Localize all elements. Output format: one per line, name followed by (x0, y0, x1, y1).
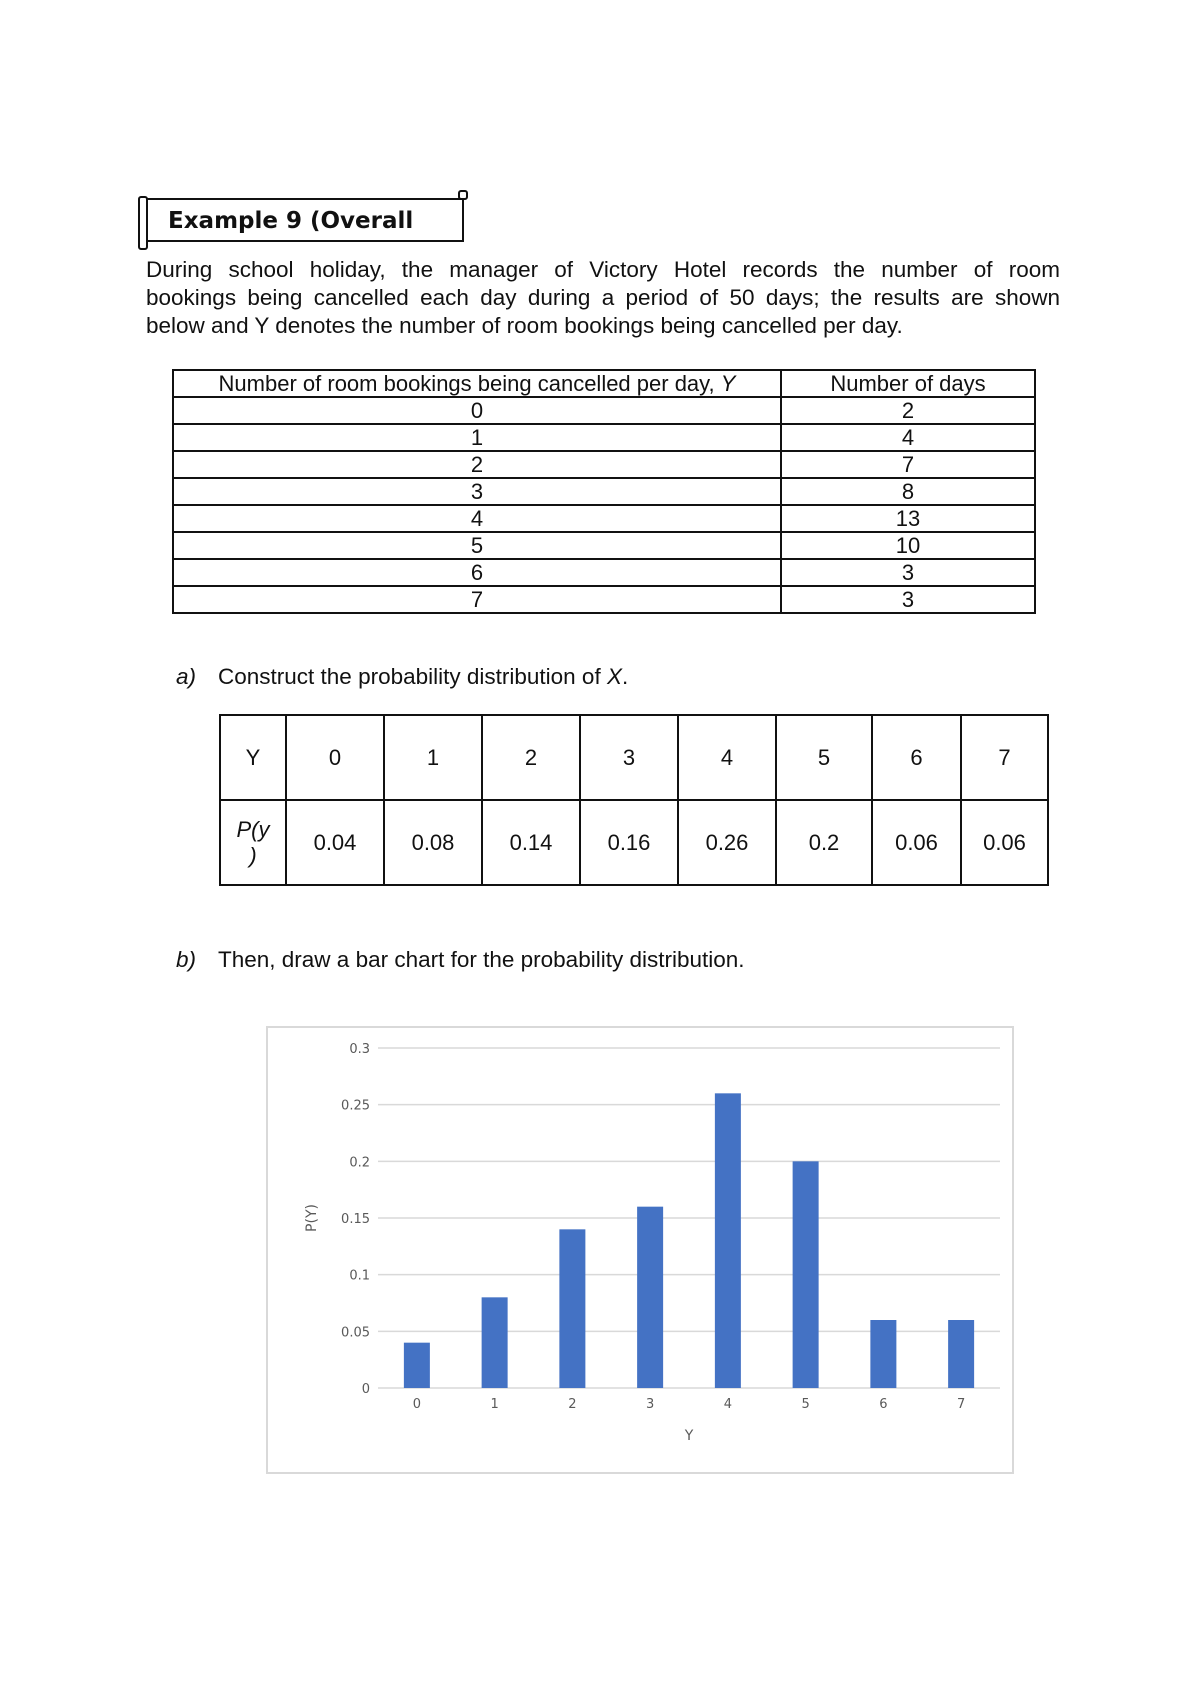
y-tick-label: 0.1 (349, 1268, 370, 1284)
x-tick-label: 6 (879, 1397, 888, 1412)
y-tick-label: 0.15 (341, 1212, 370, 1227)
bar-chart (266, 1026, 1014, 1474)
bar (948, 1320, 974, 1388)
cell-y: 4 (173, 505, 781, 532)
frequency-table-header (173, 370, 1035, 397)
table-row (173, 532, 1035, 559)
header-bookings (173, 370, 781, 397)
prob-header-p-line2: ) (249, 842, 257, 868)
bar (482, 1297, 508, 1388)
prob-p-cell: 0.04 (286, 800, 384, 885)
prob-p-cell: 0.06 (961, 800, 1048, 885)
x-tick-label: 3 (645, 1397, 655, 1412)
question-a (176, 664, 628, 690)
prob-p-cell: 0.14 (482, 800, 580, 885)
bar (404, 1343, 430, 1388)
prob-y-cell: 1 (384, 715, 482, 800)
frequency-table (172, 369, 1036, 614)
table-row (173, 559, 1035, 586)
cell-days: 3 (781, 559, 1035, 586)
table-row (173, 397, 1035, 424)
cell-y: 5 (173, 532, 781, 559)
prob-p-cell: 0.16 (580, 800, 678, 885)
y-tick-label: 0 (361, 1382, 370, 1397)
prob-p-cell: 0.08 (384, 800, 482, 885)
prob-y-cell: 4 (678, 715, 776, 800)
question-a-end: . (621, 664, 629, 689)
table-row (173, 586, 1035, 613)
question-b-text: Then, draw a bar chart for the probability distribution. (218, 947, 745, 972)
bar (793, 1161, 819, 1388)
table-row (173, 424, 1035, 451)
intro-line: During school holiday, the manager of Victory Hotel records the number of room (146, 257, 1060, 282)
intro-line: below and Y denotes the number of room bookings being cancelled per day. (146, 313, 903, 338)
x-tick-label: 4 (723, 1397, 733, 1412)
prob-header-y: Y (220, 715, 286, 800)
question-b (176, 947, 745, 973)
cell-days: 8 (781, 478, 1035, 505)
cell-y: 6 (173, 559, 781, 586)
question-a-text: Construct the probability distribution of (218, 664, 607, 689)
intro-line: bookings being cancelled each day during a period of 50 days; the results are shown (146, 285, 1060, 310)
y-tick-label: 0.3 (349, 1042, 370, 1057)
cell-y: 0 (173, 397, 781, 424)
x-tick-label: 2 (568, 1397, 577, 1412)
cell-y: 2 (173, 451, 781, 478)
intro-paragraph (146, 256, 1060, 340)
cell-days: 10 (781, 532, 1035, 559)
prob-y-cell: 7 (961, 715, 1048, 800)
x-tick-label: 1 (490, 1397, 499, 1412)
prob-y-cell: 5 (776, 715, 872, 800)
question-a-var: X (606, 664, 622, 689)
probability-row-y (220, 715, 1048, 800)
cell-y: 3 (173, 478, 781, 505)
table-row (173, 451, 1035, 478)
prob-y-cell: 6 (872, 715, 961, 800)
header-bookings-text: Number of room bookings being cancelled per day, (218, 371, 721, 396)
x-tick-label: 7 (956, 1397, 966, 1412)
cell-days: 7 (781, 451, 1035, 478)
prob-p-cell: 0.26 (678, 800, 776, 885)
prob-y-cell: 2 (482, 715, 580, 800)
bar-chart-svg (268, 1028, 1012, 1472)
prob-p-cell: 0.06 (872, 800, 961, 885)
example-heading-box (144, 198, 464, 242)
y-axis-label: P(Y) (304, 1204, 320, 1232)
table-row (173, 478, 1035, 505)
x-tick-label: 5 (801, 1397, 810, 1412)
header-bookings-var: Y (720, 371, 736, 396)
cell-y: 1 (173, 424, 781, 451)
probability-row-p (220, 800, 1048, 885)
prob-header-p (220, 800, 286, 885)
cell-y: 7 (173, 586, 781, 613)
probability-table (219, 714, 1049, 886)
y-tick-label: 0.2 (349, 1155, 370, 1171)
y-tick-label: 0.25 (341, 1098, 370, 1114)
cell-days: 4 (781, 424, 1035, 451)
bar (870, 1320, 896, 1388)
cell-days: 2 (781, 397, 1035, 424)
x-tick-label: 0 (412, 1397, 422, 1412)
prob-p-cell: 0.2 (776, 800, 872, 885)
question-a-label: a) (176, 664, 197, 689)
cell-days: 13 (781, 505, 1035, 532)
example-heading: Example 9 (Overall (168, 208, 414, 234)
header-days: Number of days (781, 370, 1035, 397)
prob-y-cell: 3 (580, 715, 678, 800)
bar (715, 1093, 741, 1388)
x-axis-label: Y (684, 1428, 694, 1444)
y-tick-label: 0.05 (341, 1325, 370, 1341)
table-row (173, 505, 1035, 532)
question-b-label: b) (176, 947, 197, 972)
prob-header-p-line1: P(y (236, 816, 270, 842)
cell-days: 3 (781, 586, 1035, 613)
bar (637, 1207, 663, 1388)
prob-y-cell: 0 (286, 715, 384, 800)
bar (559, 1229, 585, 1388)
